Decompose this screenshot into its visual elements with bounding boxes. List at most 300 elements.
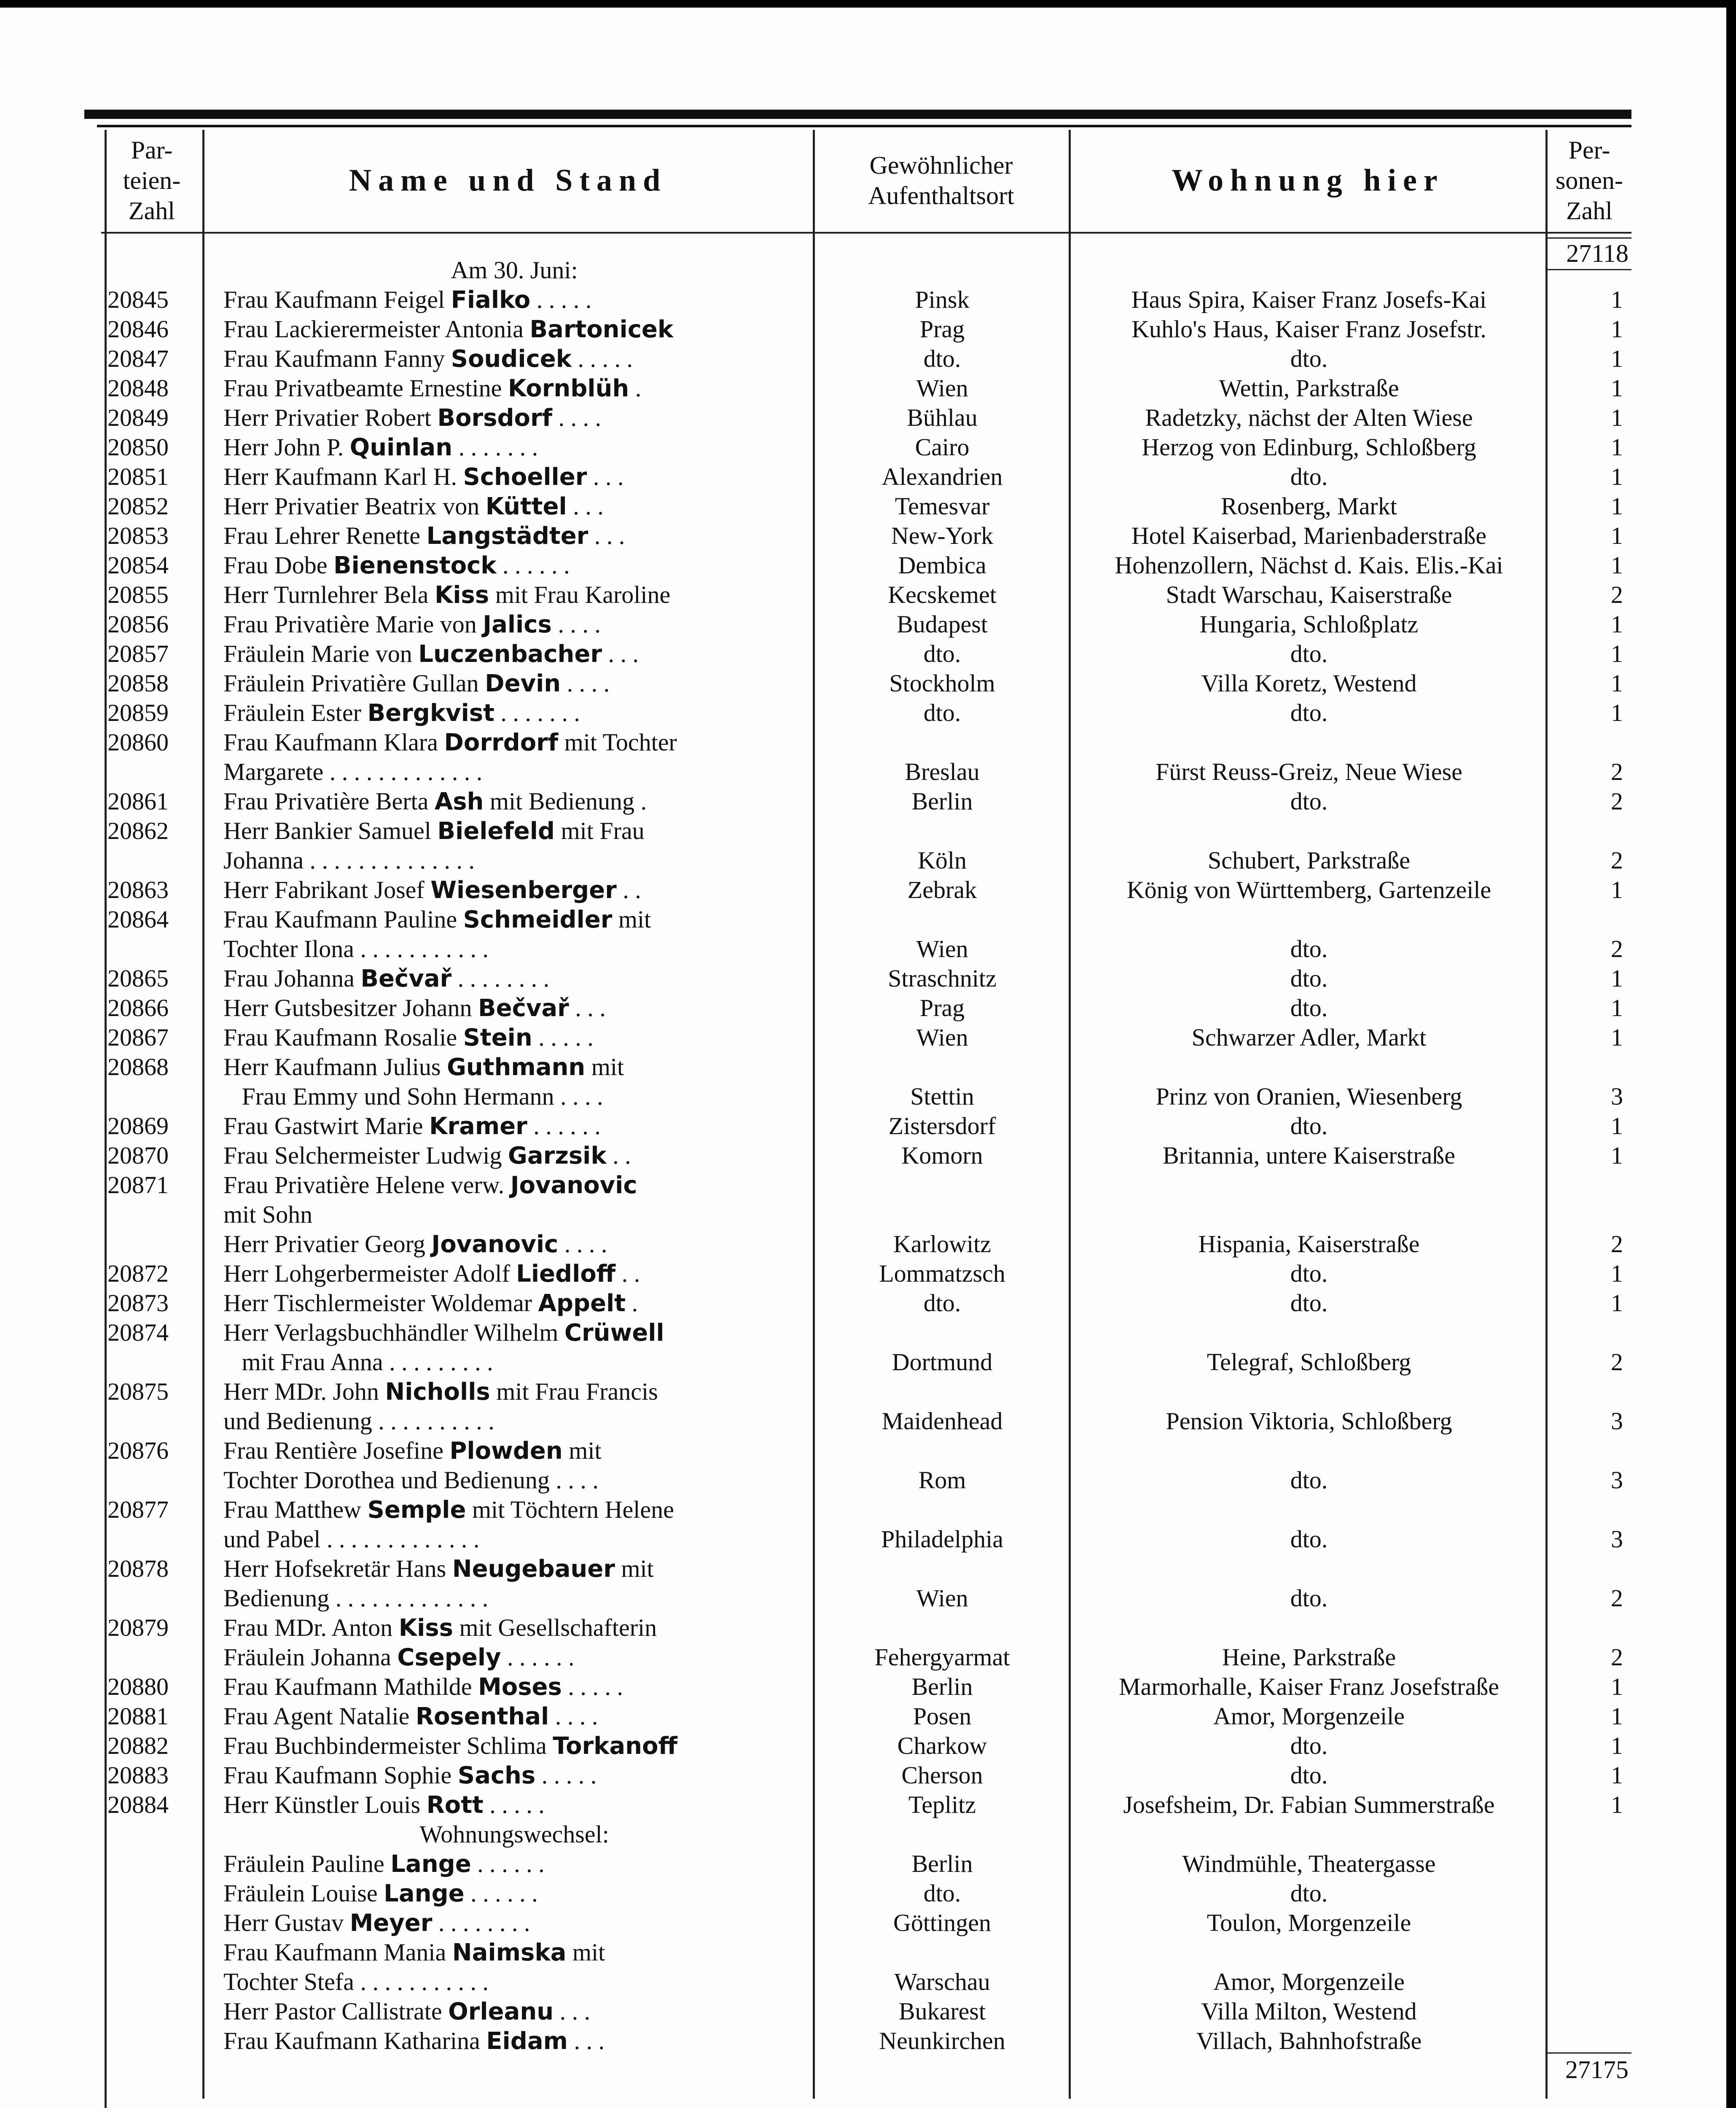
name-and-status	[223, 728, 805, 757]
header-bottom-rule	[101, 232, 1631, 234]
local-lodging: Radetzky, nächst der Alten Wiese	[1145, 404, 1473, 431]
party-number: 20868	[107, 1053, 169, 1081]
party-number	[107, 934, 198, 964]
name-and-status	[223, 1938, 805, 1967]
local-lodging	[1071, 1200, 1547, 1229]
local-lodging: dto.	[1290, 1289, 1328, 1317]
name-suffix: . . . .	[549, 1702, 598, 1730]
person-count: 2	[1611, 581, 1623, 608]
usual-residence: Cairo	[915, 433, 970, 461]
usual-residence: Temesvar	[895, 492, 990, 520]
surname: Torkanoff	[553, 1732, 677, 1760]
person-count: 1	[1611, 965, 1623, 992]
local-lodging: dto.	[1290, 1761, 1328, 1789]
surname: Soudicek	[451, 345, 572, 373]
table-row	[0, 1849, 1644, 1879]
name-suffix: . . . . . .	[496, 551, 570, 579]
local-lodging: dto.	[1290, 1525, 1328, 1553]
name-prefix: Herr Lohgerbermeister Adolf	[223, 1260, 516, 1287]
table-row	[0, 1318, 1644, 1347]
local-lodging	[1071, 728, 1547, 757]
name-prefix: Frau Kaufmann Mathilde	[223, 1673, 478, 1700]
name-prefix: Herr Privatier Beatrix von	[223, 492, 486, 520]
name-prefix: Margarete . . . . . . . . . . . . .	[223, 758, 483, 785]
name-suffix: . . .	[588, 522, 625, 549]
party-number: 20850	[107, 433, 169, 461]
table-row	[0, 374, 1644, 403]
person-count: 1	[1611, 1791, 1623, 1818]
local-lodging	[1071, 1318, 1547, 1347]
table-row	[0, 462, 1644, 492]
name-suffix: mit Gesellschafterin	[453, 1614, 657, 1641]
party-number	[107, 1997, 198, 2026]
local-lodging	[1071, 816, 1547, 846]
table-row	[0, 669, 1644, 698]
name-prefix: Herr MDr. John	[223, 1378, 385, 1405]
name-suffix: . . . .	[551, 610, 601, 638]
name-and-status	[223, 521, 805, 551]
surname: Bečvař	[360, 965, 452, 992]
person-count: 1	[1611, 551, 1623, 579]
local-lodging: Fürst Reuss-Greiz, Neue Wiese	[1156, 758, 1462, 785]
name-and-status	[223, 1111, 805, 1141]
person-count: 1	[1611, 345, 1623, 372]
local-lodging: dto.	[1290, 965, 1328, 992]
header-col-ort: Gewöhnlicher Aufenthaltsort	[868, 151, 1014, 210]
person-count	[1551, 2026, 1627, 2056]
party-number: 20875	[107, 1378, 169, 1405]
surname: Jalics	[483, 611, 552, 638]
person-count	[1551, 1613, 1627, 1643]
name-prefix: Johanna . . . . . . . . . . . . . .	[223, 847, 475, 874]
name-suffix: mit	[566, 1939, 605, 1966]
name-suffix: . . .	[567, 492, 604, 520]
name-and-status	[223, 1288, 805, 1318]
surname: Devin	[485, 670, 561, 697]
local-lodging	[1071, 1170, 1547, 1200]
top-rule-thick	[84, 110, 1631, 119]
name-prefix: Frau Lehrer Renette	[223, 522, 427, 549]
local-lodging	[1071, 1554, 1547, 1584]
name-and-status	[223, 315, 805, 344]
table-row	[0, 698, 1644, 728]
party-number: 20882	[107, 1732, 169, 1759]
name-prefix: Herr Tischlermeister Woldemar	[223, 1289, 538, 1317]
surname: Bielefeld	[437, 817, 555, 845]
name-prefix: Fräulein Privatière Gullan	[223, 670, 485, 697]
name-and-status	[223, 1584, 805, 1613]
surname: Nicholls	[385, 1378, 490, 1406]
local-lodging: Marmorhalle, Kaiser Franz Josefstraße	[1119, 1673, 1499, 1700]
surname: Luczenbacher	[418, 640, 602, 668]
usual-residence: Budapest	[897, 610, 988, 638]
name-suffix: .	[625, 1289, 638, 1317]
table-row	[0, 1643, 1644, 1672]
header-col-pers: Per- sonen- Zahl	[1556, 136, 1623, 225]
name-prefix: Frau Kaufmann Klara	[223, 729, 444, 756]
party-number: 20876	[107, 1437, 169, 1464]
party-number	[107, 1938, 198, 1967]
name-suffix: . . .	[602, 640, 639, 667]
usual-residence: Straschnitz	[888, 965, 997, 992]
usual-residence: Wien	[916, 1024, 968, 1051]
person-count	[1551, 1849, 1627, 1879]
person-count: 1	[1611, 492, 1623, 520]
table-row	[0, 433, 1644, 462]
name-and-status	[223, 787, 805, 816]
local-lodging	[1071, 1495, 1547, 1525]
usual-residence: dto.	[923, 1879, 961, 1907]
party-number: 20847	[107, 345, 169, 372]
table-row	[0, 1465, 1644, 1495]
usual-residence: dto.	[923, 699, 961, 726]
name-and-status	[223, 374, 805, 403]
local-lodging: Rosenberg, Markt	[1221, 492, 1397, 520]
surname: Kornblüh	[508, 375, 629, 402]
name-prefix: Herr Privatier Robert	[223, 404, 438, 431]
name-suffix: mit Tochter	[558, 729, 677, 756]
usual-residence: Zebrak	[907, 876, 977, 903]
person-count: 1	[1611, 286, 1623, 313]
name-suffix: . . .	[567, 2027, 605, 2054]
usual-residence	[818, 1200, 1067, 1229]
name-suffix: . . . . . .	[464, 1879, 538, 1907]
local-lodging: dto.	[1290, 1732, 1328, 1759]
table-row	[0, 1436, 1644, 1465]
name-suffix: mit Frau Karoline	[489, 581, 671, 608]
name-and-status	[223, 698, 805, 728]
name-and-status	[223, 1908, 805, 1938]
usual-residence: Komorn	[901, 1142, 983, 1169]
name-prefix: Frau Dobe	[223, 551, 333, 579]
surname: Bergkvist	[367, 699, 494, 727]
table-row	[0, 492, 1644, 521]
name-prefix: Frau Selchermeister Ludwig	[223, 1142, 508, 1169]
name-suffix: . . . . . .	[501, 1643, 575, 1671]
usual-residence: Köln	[918, 847, 967, 874]
name-and-status	[223, 875, 805, 905]
local-lodging: Josefsheim, Dr. Fabian Summerstraße	[1123, 1791, 1495, 1818]
name-prefix: Frau Kaufmann Mania	[223, 1939, 452, 1966]
person-count: 2	[1611, 1584, 1623, 1612]
local-lodging: Telegraf, Schloßberg	[1207, 1348, 1411, 1376]
usual-residence: dto.	[923, 640, 961, 667]
name-and-status	[223, 1849, 805, 1879]
party-number: 20867	[107, 1024, 169, 1051]
surname: Liedloff	[516, 1260, 616, 1288]
total-start: 27118	[1566, 239, 1629, 267]
usual-residence: Bühlau	[907, 404, 978, 431]
party-number: 20861	[107, 788, 169, 815]
usual-residence: Stettin	[910, 1083, 974, 1110]
usual-residence: Berlin	[911, 788, 973, 815]
local-lodging: Schwarzer Adler, Markt	[1191, 1024, 1427, 1051]
surname: Neugebauer	[452, 1555, 615, 1583]
person-count: 1	[1611, 670, 1623, 697]
table-row	[0, 403, 1644, 433]
usual-residence: Lommatzsch	[879, 1260, 1005, 1287]
name-and-status	[223, 1879, 805, 1908]
party-number: 20864	[107, 906, 169, 933]
name-prefix: und Pabel . . . . . . . . . . . . .	[223, 1525, 480, 1553]
table-row	[0, 787, 1644, 816]
section-heading	[0, 1820, 1644, 1849]
name-suffix: . . . . .	[530, 286, 592, 313]
local-lodging: dto.	[1290, 1466, 1328, 1494]
party-number: 20855	[107, 581, 169, 608]
surname: Semple	[367, 1496, 466, 1524]
party-number	[107, 1967, 198, 1997]
party-number: 20854	[107, 551, 169, 579]
person-count: 1	[1611, 1260, 1623, 1287]
name-prefix: Frau Privatière Helene verw.	[223, 1171, 511, 1199]
name-prefix: Frau MDr. Anton	[223, 1614, 399, 1641]
name-prefix: Herr Turnlehrer Bela	[223, 581, 435, 608]
local-lodging: dto.	[1290, 1112, 1328, 1140]
name-prefix: Frau Matthew	[223, 1496, 368, 1523]
name-and-status	[223, 1082, 805, 1111]
table-row	[0, 344, 1644, 374]
party-number	[107, 1879, 198, 1908]
total-end: 27175	[1565, 2056, 1629, 2084]
usual-residence: Maidenhead	[881, 1407, 1003, 1435]
top-rule-thin	[97, 125, 1631, 127]
local-lodging: dto.	[1290, 345, 1328, 372]
surname: Jovanovic	[510, 1172, 637, 1199]
name-suffix: . . .	[587, 463, 624, 490]
usual-residence: Warschau	[894, 1968, 990, 1995]
name-suffix: . . . .	[552, 404, 601, 431]
usual-residence: Rom	[918, 1466, 966, 1494]
usual-residence: Teplitz	[908, 1791, 976, 1818]
name-and-status	[223, 1347, 805, 1377]
name-prefix: Herr Bankier Samuel	[223, 817, 438, 844]
name-and-status	[223, 1967, 805, 1997]
table-row	[0, 728, 1644, 757]
party-number: 20860	[107, 729, 169, 756]
table-row	[0, 1731, 1644, 1761]
name-and-status	[223, 934, 805, 964]
name-and-status	[223, 462, 805, 492]
name-suffix: mit Frau	[555, 817, 645, 844]
name-prefix: mit Frau Anna . . . . . . . . .	[223, 1348, 493, 1376]
local-lodging: dto.	[1290, 935, 1328, 963]
party-number: 20873	[107, 1289, 169, 1317]
table-row	[0, 905, 1644, 934]
usual-residence: New-York	[891, 522, 994, 549]
table-row	[0, 875, 1644, 905]
name-and-status	[223, 1141, 805, 1170]
usual-residence: Zistersdorf	[888, 1112, 996, 1140]
name-and-status	[223, 1259, 805, 1288]
name-suffix: mit	[562, 1437, 602, 1464]
party-number	[107, 2026, 198, 2056]
table-row	[0, 1584, 1644, 1613]
name-and-status	[223, 1170, 805, 1200]
table-row	[0, 1170, 1644, 1200]
local-lodging: dto.	[1290, 1584, 1328, 1612]
person-count: 2	[1611, 1348, 1623, 1376]
party-number: 20871	[107, 1171, 169, 1199]
person-count	[1551, 1997, 1627, 2026]
name-and-status	[223, 757, 805, 787]
name-prefix: Frau Privatière Berta	[223, 788, 435, 815]
surname: Quinlan	[349, 434, 453, 461]
local-lodging: Villa Milton, Westend	[1201, 1998, 1417, 2025]
surname: Schoeller	[463, 463, 587, 491]
usual-residence: Prag	[919, 315, 965, 343]
person-count	[1551, 728, 1627, 757]
local-lodging: Villach, Bahnhofstraße	[1196, 2027, 1422, 2054]
table-row	[0, 1702, 1644, 1731]
name-and-status	[223, 1613, 805, 1643]
usual-residence: Philadelphia	[881, 1525, 1003, 1553]
name-suffix: . . . . .	[532, 1024, 594, 1051]
name-prefix: Frau Lackierermeister Antonia	[223, 315, 530, 343]
name-and-status	[223, 1554, 805, 1584]
name-prefix: Frau Kaufmann Rosalie	[223, 1024, 463, 1051]
person-count: 1	[1611, 699, 1623, 726]
surname: Rosenthal	[415, 1703, 549, 1730]
name-and-status	[223, 1229, 805, 1259]
name-suffix: . . .	[554, 1998, 591, 2025]
party-number: 20859	[107, 699, 169, 726]
name-and-status	[223, 1525, 805, 1554]
person-count: 1	[1611, 522, 1623, 549]
local-lodging: Amor, Morgenzeile	[1213, 1702, 1405, 1730]
name-prefix: Frau Johanna	[223, 965, 361, 992]
usual-residence	[818, 816, 1067, 846]
usual-residence: dto.	[923, 345, 961, 372]
party-number: 20879	[107, 1614, 169, 1641]
local-lodging: Herzog von Edinburg, Schloßberg	[1142, 433, 1476, 461]
table-row	[0, 964, 1644, 993]
person-count: 1	[1611, 1702, 1623, 1730]
party-number	[107, 757, 198, 787]
usual-residence	[818, 1436, 1067, 1465]
table-row	[0, 1141, 1644, 1170]
party-number: 20853	[107, 522, 169, 549]
usual-residence: dto.	[923, 1289, 961, 1317]
person-count	[1551, 1377, 1627, 1406]
name-and-status	[223, 1023, 805, 1052]
table-row	[0, 521, 1644, 551]
table-row	[0, 1347, 1644, 1377]
name-and-status	[223, 1672, 805, 1702]
header-col-nr: Par- teien- Zahl	[123, 136, 181, 225]
name-prefix: Herr Pastor Callistrate	[223, 1998, 449, 2025]
usual-residence: Berlin	[911, 1850, 973, 1877]
table-row	[0, 1023, 1644, 1052]
section-heading-text: Wohnungswechsel:	[419, 1820, 609, 1848]
name-and-status	[223, 669, 805, 698]
usual-residence: Berlin	[911, 1673, 973, 1700]
person-count: 1	[1611, 640, 1623, 667]
person-count: 3	[1611, 1083, 1623, 1110]
name-suffix: . . . . . . .	[494, 699, 580, 726]
person-count: 1	[1611, 433, 1623, 461]
name-prefix: Frau Kaufmann Pauline	[223, 906, 463, 933]
table-row	[0, 1672, 1644, 1702]
surname: Bartonicek	[529, 316, 674, 343]
surname: Orleanu	[448, 1998, 554, 2025]
name-and-status	[223, 344, 805, 374]
table-row	[0, 1288, 1644, 1318]
name-suffix: mit Töchtern Helene	[466, 1496, 674, 1523]
table-row	[0, 816, 1644, 846]
local-lodging: dto.	[1290, 463, 1328, 490]
local-lodging: Britannia, untere Kaiserstraße	[1162, 1142, 1456, 1169]
name-and-status	[223, 1200, 805, 1229]
person-count	[1551, 1967, 1627, 1997]
surname: Kiss	[434, 581, 489, 609]
local-lodging	[1071, 1938, 1547, 1967]
party-number: 20862	[107, 817, 169, 844]
name-and-status	[223, 639, 805, 669]
local-lodging	[1071, 1436, 1547, 1465]
section-heading	[0, 255, 1644, 285]
table-row	[0, 1082, 1644, 1111]
name-and-status	[223, 1465, 805, 1495]
party-number	[107, 1643, 198, 1672]
header-col-name: Name und Stand	[349, 163, 667, 198]
table-row	[0, 1495, 1644, 1525]
usual-residence: Kecskemet	[888, 581, 997, 608]
name-prefix: und Bedienung . . . . . . . . . .	[223, 1407, 494, 1435]
surname: Meyer	[349, 1909, 433, 1937]
local-lodging: Schubert, Parkstraße	[1208, 847, 1410, 874]
surname: Moses	[478, 1673, 562, 1701]
name-suffix: . . . . .	[572, 345, 633, 372]
name-suffix: . . . . . . . .	[432, 1909, 530, 1936]
party-number: 20870	[107, 1142, 169, 1169]
local-lodging: dto.	[1290, 788, 1328, 815]
table-row	[0, 993, 1644, 1023]
surname: Eidam	[486, 2027, 568, 2055]
table-row	[0, 1967, 1644, 1997]
surname: Kramer	[429, 1113, 527, 1140]
name-and-status	[223, 492, 805, 521]
name-and-status	[223, 1790, 805, 1820]
name-suffix: . .	[615, 1260, 640, 1287]
person-count: 1	[1611, 1289, 1623, 1317]
person-count: 1	[1611, 610, 1623, 638]
usual-residence: Stockholm	[889, 670, 995, 697]
party-number: 20866	[107, 994, 169, 1022]
party-number	[107, 1200, 198, 1229]
local-lodging	[1071, 1613, 1547, 1643]
name-and-status	[223, 1436, 805, 1465]
table-row	[0, 315, 1644, 344]
name-and-status	[223, 964, 805, 993]
local-lodging: Pension Viktoria, Schloßberg	[1166, 1407, 1452, 1435]
person-count: 2	[1611, 1230, 1623, 1258]
name-suffix: mit Frau Francis	[490, 1378, 658, 1405]
surname: Bienenstock	[333, 552, 497, 579]
name-suffix: . . . . . .	[527, 1112, 601, 1140]
party-number: 20884	[107, 1791, 169, 1818]
person-count: 1	[1611, 1761, 1623, 1789]
person-count	[1551, 1495, 1627, 1525]
name-prefix: Frau Kaufmann Feigel	[223, 286, 451, 313]
person-count	[1551, 905, 1627, 934]
usual-residence: Wien	[916, 374, 968, 402]
table-row	[0, 2026, 1644, 2056]
table-row	[0, 1908, 1644, 1938]
local-lodging: Heine, Parkstraße	[1222, 1643, 1396, 1671]
name-prefix: Herr Kaufmann Julius	[223, 1053, 447, 1081]
person-count	[1551, 816, 1627, 846]
